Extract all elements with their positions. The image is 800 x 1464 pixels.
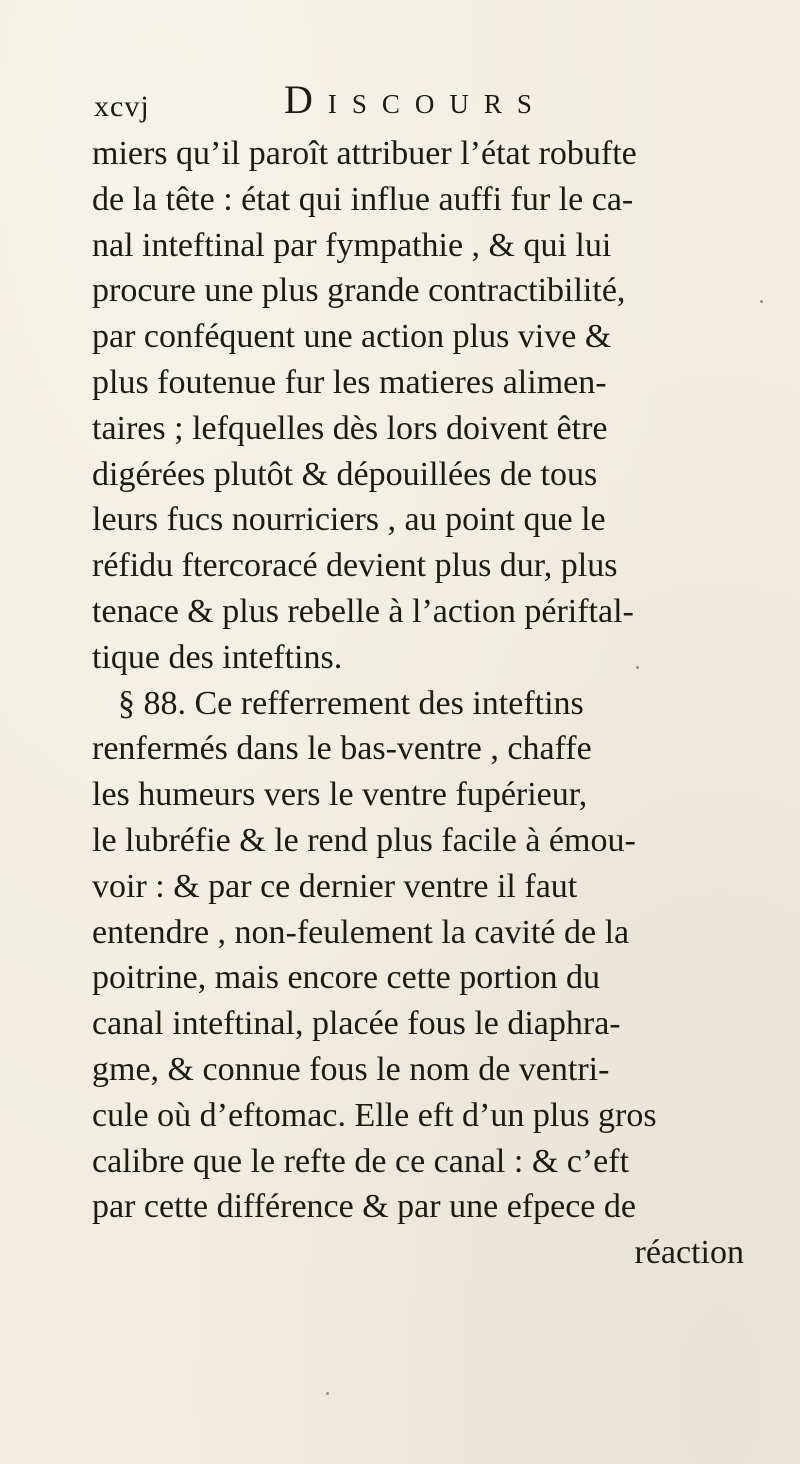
text-line: procure une plus grande contractibilité, (92, 272, 626, 310)
text-line: entendre , non-feulement la cavité de la (92, 913, 630, 951)
paper-speck (636, 666, 639, 669)
text-line: plus foutenue fur les matieres alimen- (92, 363, 607, 401)
text-line: voir : & par ce dernier ventre il faut (92, 867, 578, 905)
page-header (88, 76, 728, 126)
text-line: renfermés dans le bas-ventre , chaffe (92, 730, 592, 768)
text-line: nal inteftinal par fympathie , & qui lui (92, 226, 612, 264)
text-line: tique des inteftins. (92, 638, 343, 676)
text-line: tenace & plus rebelle à l’action périftal- (92, 592, 634, 630)
text-line: gme, & connue fous le nom de ventri- (92, 1050, 610, 1088)
text-line: digérées plutôt & dépouillées de tous (92, 455, 598, 493)
text-line: miers qu’il paroît attribuer l’état robufte (92, 135, 637, 172)
text-line: leurs fucs nourriciers , au point que le (92, 501, 606, 539)
text-line: cule où d’eftomac. Elle eft d’un plus gros (92, 1096, 657, 1134)
paper-speck (326, 1392, 329, 1395)
text-line: les humeurs vers le ventre fupérieur, (92, 776, 588, 814)
text-line: réfidu ftercoracé devient plus dur, plus (92, 547, 618, 585)
text-line: le lubréfie & le rend plus facile à émou- (92, 821, 636, 859)
text-line: taires ; lefquelles dès lors doivent être (92, 409, 608, 447)
text-line: poitrine, mais encore cette portion du (92, 959, 600, 997)
running-head-rest: ISCOURS (327, 89, 547, 119)
running-head-initial: D (284, 77, 328, 122)
body-text (92, 131, 772, 1276)
text-line: par cette différence & par une efpece de (92, 1188, 636, 1226)
section-start-line: § 88. Ce refferrement des inteftins (118, 684, 584, 722)
text-line: de la tête : état qui influe auffi fur le ca- (92, 180, 634, 218)
page-number: xcvj (94, 90, 150, 123)
catchword: réaction (634, 1234, 744, 1272)
text-line: par conféquent une action plus vive & (92, 318, 612, 356)
text-line: calibre que le refte de ce canal : & c’eft (92, 1142, 630, 1180)
text-line: canal inteftinal, placée fous le diaphra- (92, 1005, 621, 1043)
running-head (284, 76, 547, 123)
paper-speck (760, 300, 763, 303)
